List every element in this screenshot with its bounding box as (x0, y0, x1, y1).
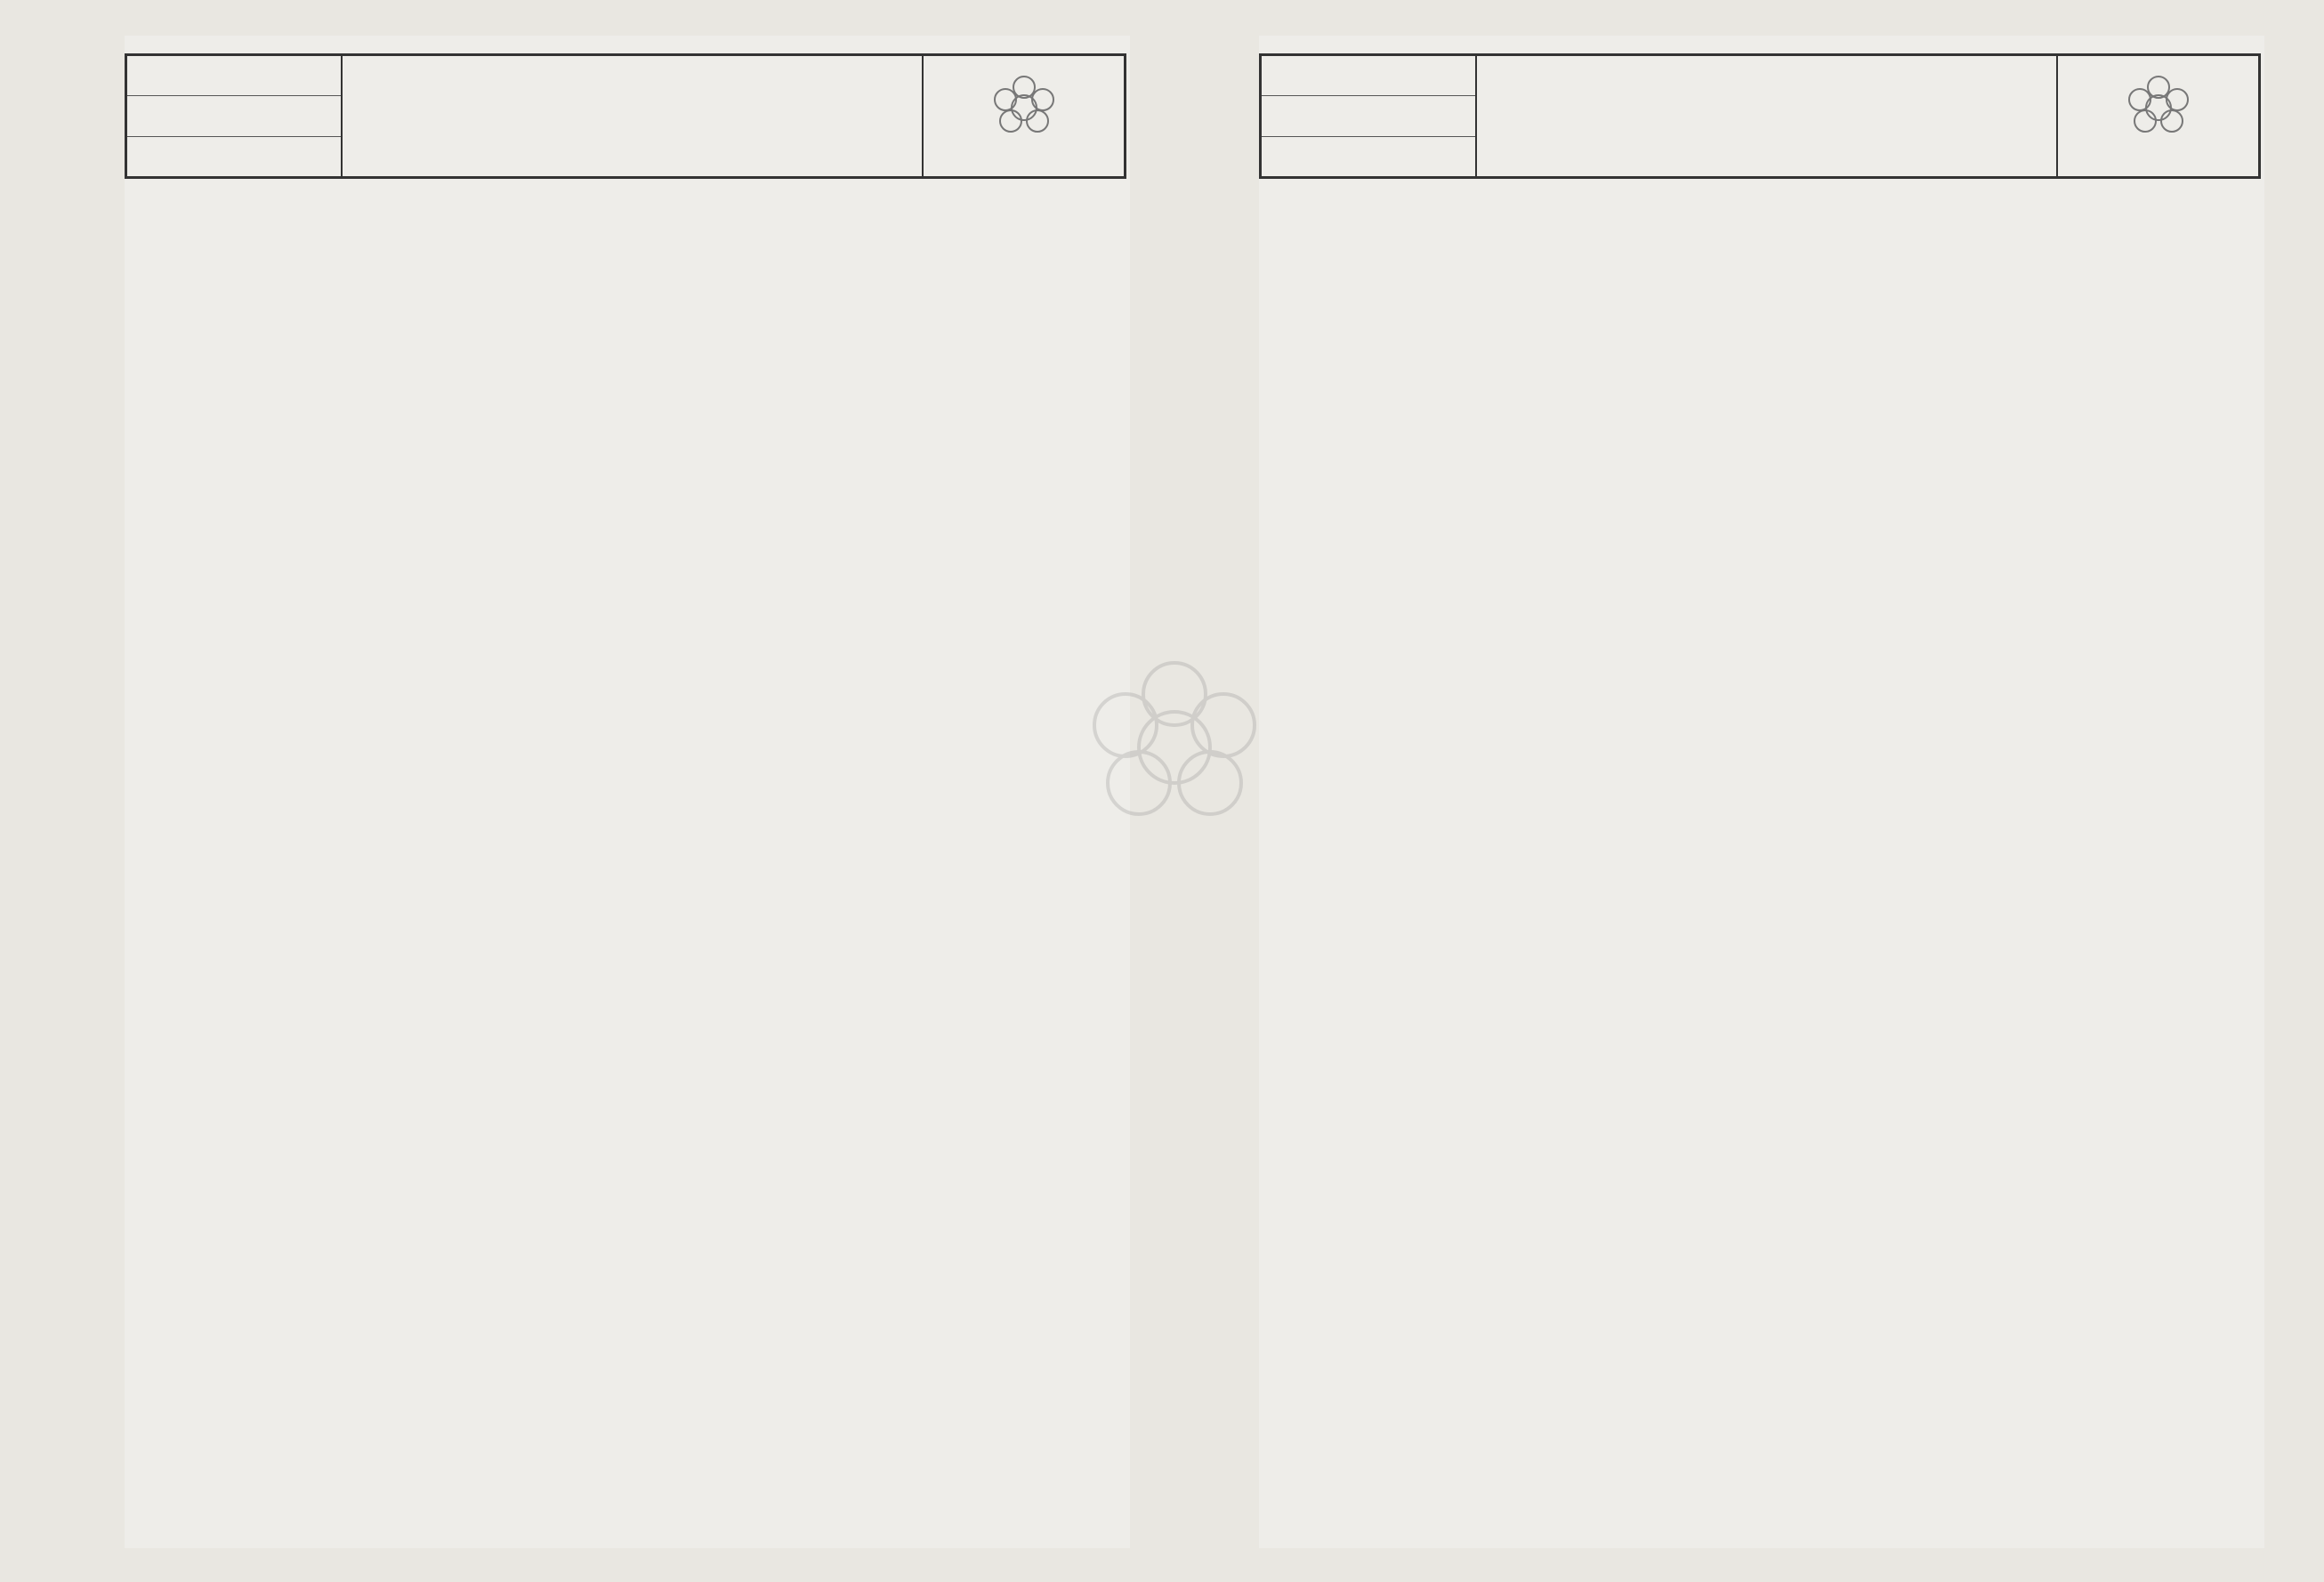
form-title (1475, 56, 2056, 176)
right-page-body (1259, 200, 2255, 211)
form-date (127, 137, 341, 176)
form-code (127, 56, 341, 96)
form-meta (127, 56, 341, 176)
form-number (127, 96, 341, 136)
form-date (1262, 137, 1475, 176)
form-meta (1262, 56, 1475, 176)
form-header (1259, 53, 2261, 179)
form-number (1262, 96, 1475, 136)
form-code (1262, 56, 1475, 96)
left-page-body (125, 200, 1121, 211)
municipality-logo (922, 56, 1124, 176)
form-title (341, 56, 922, 176)
right-page (1259, 36, 2264, 1548)
municipality-logo (2056, 56, 2258, 176)
form-header (125, 53, 1126, 179)
left-page (125, 36, 1130, 1548)
